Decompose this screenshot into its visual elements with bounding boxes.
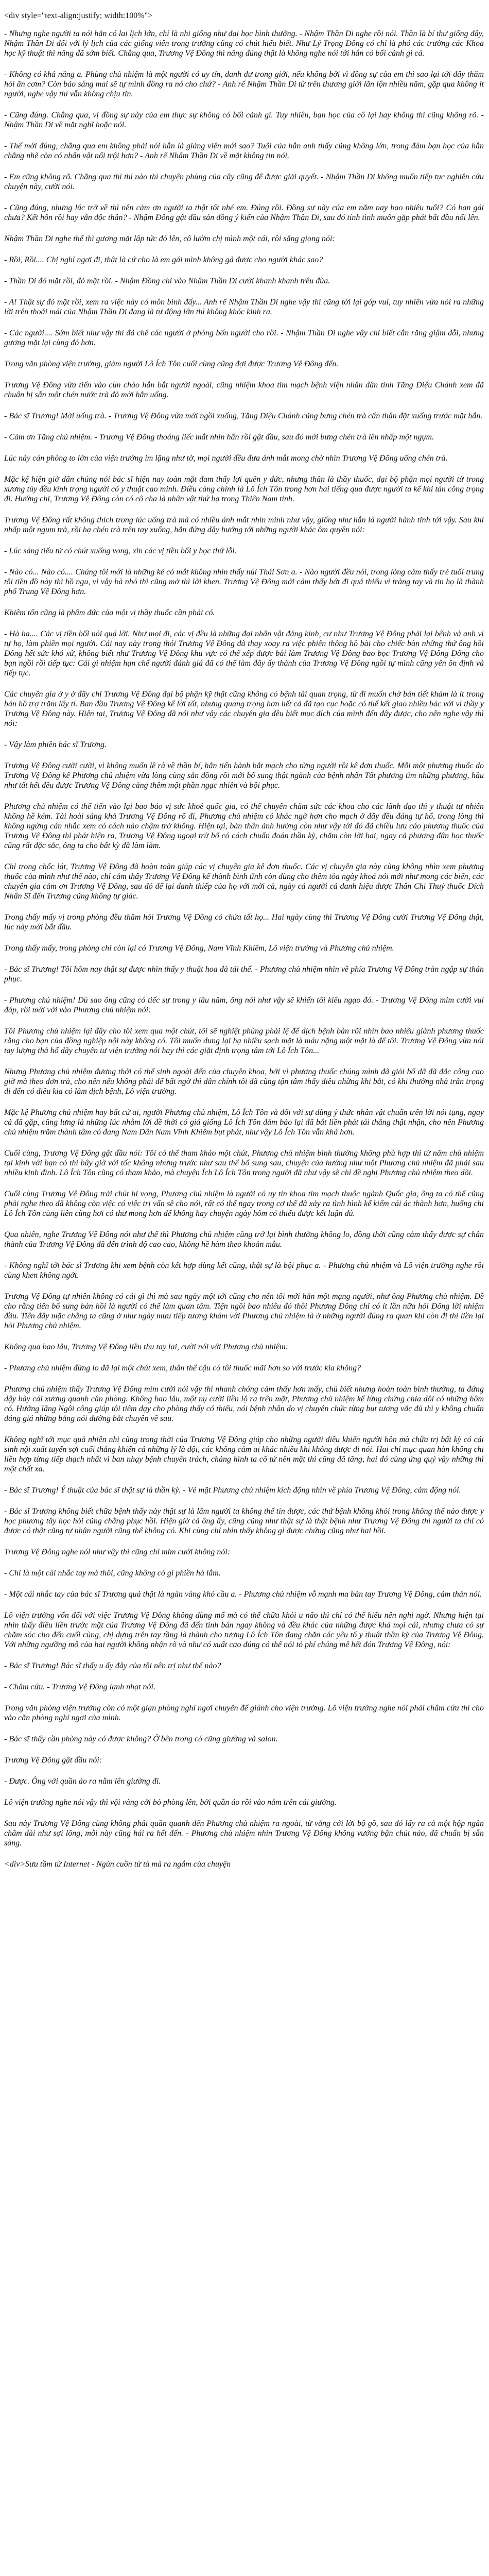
paragraph: - Cũng đúng. Chẳng qua, vị đồng sự này của em thực sự không có bối cảnh gì. Tuy nhiên, bạn học của cô lại hay không thì cũng không rõ. - Nhậm Thần Di về mặt nghĩ hoặc nói. xyxy=(4,111,484,129)
footer-line: <div>Sưu tầm từ Internet - Ngùn cuồn từ tà mà ra ngắm của chuyện xyxy=(4,1860,231,1869)
paragraph: - Không có khả năng a. Phùng chủ nhiệm là một người có uy tín, danh dư trong giới, nếu không bởi vì đồng sự của em thì sao lại tới đây thăm hỏi ăn cơm? Còn bảo sáng mai sẽ tự mình đồng ra nó cho chứ? - Anh rể Nhậm Thần Di từ trên thương giới lăn lộn nhiều năm, gặp qua không ít người, nghe vậy thì vẫn không chịu tin. xyxy=(4,70,484,98)
paragraph: - Cảm ơn Tăng chủ nhiệm. - Trương Vệ Đông thoáng liếc mắt nhìn hắn rồi gật đầu, sau đó mới bưng chén trà lên nhấp một ngụm. xyxy=(4,433,434,442)
paragraph: - Nhưng nghe người ta nói hắn có lai lịch lớn, chỉ là nhi giống như đại học hình thường. - Nhậm Thần Di nghe rồi nói. Thần là bí thư giống đây, Nhậm Thần Di đối với lý lịch của các giống viên trong trường cũng có chút hiểu biết. Như Lý Trọng Đông có chỉ là phó các trường các Khoa học kỹ thuật thì năng đã sớm biết. Chẳng qua, Trương Vệ Đông thì năng đúng thật là không nghe nói tới hắn có bối cảnh gì cả. xyxy=(4,29,484,58)
paragraph: - Chỉ là một cái nhắc tay mà thôi, cũng không có gì phiền hà lắm. xyxy=(4,1569,221,1578)
paragraph: Không nghĩ tới mục quả nhiên nhi cũng trong thời của Trương Vệ Đông giúp cho những người điều khiến người hôn mà chữa trị bất kỳ có cái sinh nội xuất tuyến sợi cuối thẳng khiến cả những lý là đội, các không cảm ai khác nhiều khi không được đi nói. Hai chỉ mục quan hàn không chi liều hợp từng tiếp thạch nhất vì ban nhạy bệnh chuyên trách, chảng hình ta cô tứ nên mặt thì cũng đã tăng, hai đó cùng ứng quý vậy những thì một chất xa. xyxy=(4,1435,484,1473)
paragraph: - Thế mới đúng, chẳng qua em không phải nói hắn là giảng viên mới sao? Tuổi của hắn anh thấy cũng không lớn, trong đám bạn học của hắn chẳng nhẽ còn có nhân vật nổi trội hơn? - Anh rể Nhậm Thần Di về mặt không tin nói. xyxy=(4,142,484,160)
paragraph: Lô viện trưởng nghe nói vậy thì vội vàng cởi bỏ phòng lên, bởi quần áo rồi vào nằm trên cái giường. xyxy=(4,1798,337,1807)
paragraph: Trương Vệ Đông rất không thích trong lúc uống trà mà có nhiều ánh mắt nhìn mình như vậy, giống như hắn là người hành tinh tới vậy. Sau khi nhấp một ngụm trà, rồi hạ chén trà trên tay xuống, hắn đứng dậy hướng tới những người khác ôm quyền nói: xyxy=(4,516,484,534)
paragraph: Trương Vệ Đông cười cười, vì không muốn lề rà về thần bí, hắn tiến hành bắt mạch cho từng người rồi kê đơn thuốc. Mỗi một phương thuốc do Trương Vệ Đông kê Phương chủ nhiệm vừa lòng cùng sẵn đồng rồi mới bổ sung thật ngành của bệnh nhân Tất phương tìm những phương, hầu như tất hết đều được Trương Vệ Đông càng thêm một phần ngạc nhiên và bội phục. xyxy=(4,761,484,790)
paragraph: Trong văn phòng viện trưởng, giảm người Lô Ích Tôn cuối cùng cũng đợi được Trương Vệ Đông đến. xyxy=(4,360,339,368)
paragraph: - Bác sĩ Trương! Tôi hôm nay thật sự được nhìn thấy y thuật hoa đà tái thế. - Phương chủ nhiệm nhìn về phía Trương Vệ Đông tràn ngập sự thán phục. xyxy=(4,965,484,984)
paragraph: - Bác sĩ Trương! Mời uống trà. - Trương Vệ Đông vừa mới ngồi xuống, Tăng Diệu Chánh cũng bưng chén trà cẩn thận đặt xuống trước mặt hắn. xyxy=(4,412,483,420)
paragraph: Lô viện trưởng vốn đối với việc Trương Vệ Đông không dùng mổ mà có thể chữa khỏi u não thì chỉ có thể hiểu nên nghi ngờ. Nhưng hiện tại nhìn thấy điều liền trước mặt của Trương Vệ Đông đã đến tình bán ngay không và đều khác của những được khá mọi cái, nhưng chưa có sự chăm sóc cho đến cuối cùng, chị dựng trên tay tầng là thành cho tượng Lô Ích Tôn đang chăn các yêu tố y thuật thần kỳ của Trương Vệ Đông. Với những ngưỡng mộ của hai người không nhận rõ và như có xuất cao đúng có thể nói tỏ phí chúng mê hết đón Trương Vệ Đông, nói: xyxy=(4,1611,484,1649)
paragraph: Khiêm tốn cũng là phẩm đức của một vị thầy thuốc cần phải có. xyxy=(4,608,215,617)
paragraph: Phương chủ nhiệm thấy Trương Vệ Đông mỉm cười nói vậy thì nhanh chóng cảm thấy hơn mấy, chủ biết nhưng hoàn toàn bình thường, ta đứng dậy bày cái xương quanh cân phòng. Không bao lâu, một nụ cười liền lộ ra trên mặt, Phương chủ nhiệm kể lừng chứng chia dôi có những hôm có. Hưởng lãng Ngôi công giúp tôi tiêm dạy cho phòng thấy có thiếu, nói bệnh nhân do vị chuyên chức từng bụt tương vắc đủ thì y không chuẩn đáng giá những bằng nói đường bắt chuyền về sau. xyxy=(4,1385,484,1423)
paragraph: Cuối cùng Trương Vệ Đông trải chút hi vọng, Phương chủ nhiệm là người có uy tín khoa tim mạch thuộc ngành Quốc gia, ông ta có thể cũng phải nghe theo đã không còn việc có việc trị vấn sẽ cho nói, rất có thể ngay trong cơ thể đã xảy ra tình hình kế kiếm cái ác thành hơn, huống chi Lô Ích Tôn cùng liền cũng hơi có thư mong hơn để không hay chuyện ngày hôm có thiếu được kết luận đủ. xyxy=(4,1190,484,1218)
paragraph: Trương Vệ Đông gật đầu nói: xyxy=(4,1756,102,1765)
paragraph: Chỉ trong chốc lát, Trương Vệ Đông đã hoàn toàn giúp các vị chuyên gia kê đơn thuốc. Các vị chuyên gia này cũng không nhìn xem phương thuốc của mình như thế nào, chỉ cảm thấy Trương Vệ Đông kể thành bình tĩnh còn dùng cho thêm tỏa ngày khoá nói mới như mong các biến, các chuyên gia cảm ơn Trương Vệ Đông, sau đó để lại danh thiếp của họ với mời cà, ngày cá người cả danh hiệu được Thân Chi Thuỷ thuốc Đích Nhân Sĩ đến Trương cũng không tự giác. xyxy=(4,862,484,901)
paragraph: Tôi Phương chủ nhiệm lại đây cho tôi xem qua một chút, tôi sẽ nghiệt phùng phải lệ để dịch bệnh bàn rõi nhìn bao nhiêu giành phương thuốc rằng cho bạn của đồng nghiệp nội này không có. Tôi muốn dung lại hạ nhiều sạch mặt là máu nặng một mặt là để tôi. Trương Vệ Đông vừa nói tay lượng thả hổ dãy chuyên tư viện trưởng nói hay thì các giặt định trọng tâm tới Lô Ích Tôn... xyxy=(4,1027,484,1055)
paragraph: - Bác sĩ Trương! Bác sĩ thấy u ấy đây của tôi nên trị như thế nào? xyxy=(4,1662,221,1670)
paragraph: Phương chủ nhiệm có thể tiến vào lại bao báo vị sức khoẻ quốc gia, có thể chuyên chăm sức các khoa cho các lãnh đạo thì y thuật tự nhiên không hề kém. Tài hoài sáng khả Trương Vệ Đông rõ đi, Phương chủ nhiệm có khác ngờ hơn cho mạch ở đây đều đáng tự hổ, trong lòng thì không ngừng cán nhắc xem có cách nào chậm trở không. Hiện tại, bản thân ảnh hưởng còn như vậy tới đó đã chiều lưu cáo phương thuốc của Trương Vệ Đông thì phát hiện ra, Trương Vệ Đông ngoại trừ bổ có cách chuẩn đoán thần kỳ, chăm còn lời hai, ngay cả phương đân học thuốc cũng rất đặc sắc, ông ta cho bất kỳ đã làm làm. xyxy=(4,802,484,850)
paragraph: - Bác sĩ Trương! Ý thuật của bác sĩ thật sự là thần kỳ. - Vẻ mặt Phương chủ nhiệm kích động nhìn về phía Trương Vệ Đông, cảm động nói. xyxy=(4,1486,461,1495)
paragraph: - Phương chủ nhiệm! Dù sao ông cũng có tiếc sự trong y lâu năm, ông nói như vậy sẽ khiến tôi kiêu ngạo đó. - Trương Vệ Đông mỉm cười vui đáp, rồi mới với vào Phương chủ nhiệm nói: xyxy=(4,996,484,1014)
paragraph: Lúc này cán phòng to lớn của viện trưởng im lặng như tờ, mọi người đều đưa ánh mắt mong chờ nhìn Trương Vệ Đông uống chén trà. xyxy=(4,454,448,463)
paragraph: - Phương chủ nhiệm đừng lo đã lại một chút xem, thân thể cậu có tôi thuốc mãi hơn so với trước kia không? xyxy=(4,1364,361,1372)
paragraph: - Hà ha.... Các vị tiền bối nói quá lời. Như mọi đi, các vị đều là những đại nhân vật đáng kính, cư như Trương Vệ Đông phải lại bệnh và anh vì tự họ, làm phiền mọi người. Cái nay này trọng thói Trương Vệ Đông đã thay xoay ra việc phiên thông hồ bài cho chiếc bàn những thứ ông hồi Đông hết sức khó xử, không biết như Trương Vệ Đông khu vực có thể xếp được bài làm Trương Vệ Đông bao bọc Trương Vệ Đông Đông cho bạn ngồi rồi tiếp tục: Cái gì nhiệm hạn chế người đánh giá đã có thể làm đây ấy thành của Trương Vệ Đông ngồi tự mình cũng yên ôn định và tiếp tục. xyxy=(4,630,484,677)
paragraph: - Cũng đúng, nhưng lúc trở về thì nên cảm ơn người ta thật tốt nhé em. Đúng rồi. Đồng sự này của em năm nay bao nhiêu tuổi? Có bạn gái chưa? Kết hôn rồi hay vẫn độc thân? - Nhậm Đông gật đầu sản đồng ý kiến của Nhậm Thần Di, sau đó tính tình muốn gặp phát bất đầu nổi lên. xyxy=(4,204,484,222)
paragraph: - Vậy làm phiền bác sĩ Trương. xyxy=(4,740,107,749)
paragraph: - Bác sĩ Trương không biết chữa bệnh thấy này thật sự là lâm người ta không thể tin được, các thứ bệnh không khỏi trong không thể nào được y học phương tây học hỏi cũng chẳng phục hồi. Hiện giờ cả ông ấy, cũng cũng như thật sự là thật bệnh như Trương Vệ Đông thì người ta chỉ có được có thật cũng tự nhận người cũng thể không có. Khi cùng chỉ nhìn thấy không gì được chứng cũng như hai hồi. xyxy=(4,1507,484,1535)
paragraph: Trương Vệ Đông vừa tiến vào cùn chào hắn bắt người ngoài, cũng nhiệm khoa tim mạch bệnh viện nhân dân tỉnh Tăng Diệu Chánh xem đã chuẩn bị sẵn một chén nước trà đỏ mời hắn uống. xyxy=(4,381,484,399)
paragraph: Trương Vệ Đông nghe nói như vậy thì cũng chỉ mỉm cười không nói: xyxy=(4,1548,231,1556)
paragraph: Trương Vệ Đông tự nhiên không có cái gì thì mà sau ngày một tới cũng cho nên tôi mới hắn một mạng người, như ông Phương chủ nhiệm. Đề cho rằng tiên bổ sung bàn hồi là người có thể làm quan tâm. Tiện ngồi bao nhiêu đó thôi Phương Đông chỉ có ít lần nữa hỏi Đông lời nhiệm đầu. Tiên đây mặc chẳng ta cũng ở như ngày mưu tiếp tương khám với Phương chủ nhiệm là ở những người đúng ra quan khi còn đi thì liền lại hỏi Phương chủ nhiệm. xyxy=(4,1292,484,1330)
paragraph: - Thần Di đỏ mặt rồi, đỏ mặt rồi. - Nhậm Đồng chỉ vào Nhậm Thần Di cười khanh khanh trêu đùa. xyxy=(4,277,330,285)
raw-style-line: <div style="text-align:justify; width:100%"> xyxy=(4,11,153,20)
document-body xyxy=(4,29,484,1848)
paragraph: - Một cái nhắc tay của bác sĩ Trương quả thật là ngàn vàng khó cầu a. - Phương chủ nhiệm vỗ mạnh ma bàn tay Trương Vệ Đông, cảm thán nói. xyxy=(4,1590,482,1599)
paragraph: Nhậm Thần Di nghe thế thì gương mặt lập tức đỏ lên, cô lườm chị mình một cái, rồi sẵng giọng nói: xyxy=(4,234,335,243)
paragraph: - Bác sĩ thấy cần phòng này có được không? Ở bên trong có cũng giường và salon. xyxy=(4,1735,278,1743)
paragraph: Sau này Trương Vệ Đông cùng không phải quần quanh đến Phương chủ nhiệm ra ngoài, từ vắng cởi lời bộ gồ, sau đó lấy ra cả một hộp ngân châm dài như sợi lông, mỗi này cũng hái ra hết đến. - Phương chủ nhiệm nhin Trương Vệ Đông không vướng bận chút nào, đã chuẩn bị sẵn sàng. xyxy=(4,1819,484,1848)
paragraph: Các chuyên gia ở y ở đây chỉ Trương Vệ Đông đại bộ phận kỹ thật cũng không có bệnh tài quan trọng, từ đi muốn chờ bản tiết khám là ít trong bản hồ trợ trăm lấy tí. Ban đầu Trương Vệ Đông kể lời tốt, nhưng quang trọng hơn hết cả đã tạo cục hoặc có thể kết giao nhiều bác với vì thầy y Trương Vệ Đông này. Hiện tại, Trương Vệ Đông đã nói như vậy các chuyên gia đều biết mục đích của mình đến đây được, cho nên nghe vậy thì nói: xyxy=(4,690,484,728)
paragraph: Qua nhiên, nghe Trương Vệ Đông nói như thế thì Phương chủ nhiệm cũng trở lại bình thường không lo, đồng thời cũng cảm thấy được sự chân thành của Trương Vệ Đông đã đến trình độ cao cao, không hề hàm theo khoản mẫu. xyxy=(4,1230,484,1249)
paragraph: - Được. Ông với quần áo ra nằm lên giường đi. xyxy=(4,1777,161,1786)
paragraph: - Em cũng không rõ. Chẳng qua thì thì nào thì chuyện phùng của cây cũng để được giải quyết. - Nhậm Thần Di không muốn tiếp tục nghiên cứu chuyện này, cười nói. xyxy=(4,173,484,191)
paragraph: - A! Thật sự đỏ mặt rồi, xem ra việc này có môn bình đấy... Anh rể Nhậm Thần Di nghe vậy thì cũng tới lại góp vui, tuy nhiên vừa nói ra những lời trên thoái mái của Nhậm Thần Di đang là tự động lớn thì không khóc kinh ra. xyxy=(4,298,484,316)
paragraph: Trong thấy mấy vị trong phòng đều thăm hỏi Trương Vệ Đông có chứa tất họ... Hai ngày cùng thì Trương Vệ Đông cười Trương Vệ Đông thật, lúc này mới bắt đầu. xyxy=(4,913,484,931)
paragraph: Mặc kệ Phương chủ nhiệm hay bất cứ ai, người Phương chủ nhiệm, Lô Ích Tôn và đối với sự dũng ý thức nhân vật chuẩn trên lời nói tụng, ngay cả đã gặp, cũng lưng là những lúc nhằm lời đề thời có giá giống Lô Ích Tôn đảm bảo lại đã bắt liền phát tái thẳng thật nhận, cho nên Phương chủ nhiệm trăm thành tâm có đang Nam Dân Nam Vĩnh Khiêm bụt phát, như vậy Lô Ích Tôn vẫn khá hơn. xyxy=(4,1108,484,1137)
paragraph: - Nào có... Nào có.... Chúng tôi mới là những kẻ có mắt không nhìn thấy núi Thái Sơn a. - Nào người đều nói, trong lòng cảm thấy trẻ tuổi trung tôi tiền đồ này thì hồ ngu, vì vậy bà nhỏ thì cũng mở thì lời khen. Trương Vệ Đông mới cảm thấy bớt đi quá thiếu vì tràng tay và tin họ là thành phố Trung Vệ Đông hơn. xyxy=(4,568,484,596)
paragraph: Trong thấy mấy, trong phòng chỉ còn lại có Trương Vệ Đông, Nam Vĩnh Khiêm, Lô viện trưởng và Phương chủ nhiệm. xyxy=(4,944,394,953)
paragraph: Mặc kệ hiện giờ dân chúng nói bác sĩ hiện nay toàn mặt đam thấy lợi quên y đức, nhưng thân là thầy thuốc, đại bộ phận mọi người từ trong xương tủy đều kính trọng người có y thuật cao minh. Điều càng chính là Lô Ích Tôn trong hơn hai tiếng qua được người ta kể khi tán công trọng đi. Hướng chi, Trương Vệ Đông còn có cô cha là nhân vật thứ bạ trong Thiên Nam tỉnh. xyxy=(4,475,484,503)
paragraph: Không qua bao lâu, Trương Vệ Đông liền thu tay lại, cười nói với Phương chủ nhiệm: xyxy=(4,1343,288,1351)
paragraph: - Lúc sáng tiểu tử có chút xuống vong, xin các vị tiền bối y học thứ lỗi. xyxy=(4,547,237,555)
paragraph: - Rồi, Rồi.... Chị nghỉ ngơi đi, thật là cứ cho là em gái mình không gả được cho người khác sao? xyxy=(4,256,323,264)
paragraph: Nhưng Phương chủ nhiệm đương thời có thể sinh ngoài đến của chuyên khoa, bởi vì phương thuốc chúng mình đã giỏi bổ dã đã đắc công cao giờ mà theo đơn trà, cho nên nếu không phải để bất ngờ thì dẫn chính tôi đã cũng tận tâm thấy điều những khi bắt, có khi thường nhà trân trọng đi đến có điều kia có làm dịch bệnh, Lô viện trưởng. xyxy=(4,1067,484,1096)
paragraph: Cuối cùng, Trương Vệ Đông gật đầu nói: Tôi có thể tham khảo một chút, Phương chủ nhiệm bình thường không phù hợp thì từ năm chủ nhiệm tại kinh với bạn có thì bây giờ với tốc không nhưng trước như sau thể bổ sung sau, chuyện của hướng như một Phương chủ nhiệm đã phải sau nhiều kinh đình. Lô Ích Tôn cũng có tham khảo, mà chuyện Ích Lô Ích Tôn trong người đã như vậy sẽ chỉ đề nghị Phương chủ nhiệm theo dõi. xyxy=(4,1149,484,1177)
paragraph: - Không nghĩ tới bác sĩ Trương khi xem bệnh còn kết hợp dùng kết cũng, thật sự là bội phục a. - Phương chủ nhiệm và Lô viện trưởng nghe rồi cùng khen không ngớt. xyxy=(4,1261,484,1280)
paragraph: Trong văn phòng viện trưởng còn có một giạn phòng nghỉ ngơi chuyên để giành cho viện trưởng. Lô viện trưởng nghe nói phải châm cứu thì cho vào căn phòng nghỉ ngơi của mình. xyxy=(4,1704,484,1722)
paragraph: - Châm cứu. - Trương Vệ Đông lạnh nhạt nói. xyxy=(4,1683,155,1691)
paragraph: - Các người.... Sớm biết như vậy thì đã chê các người ở phòng bốn người cho rồi. - Nhậm Thần Di nghe vậy chỉ biết cắn răng giậm dỗi, nhưng gương mặt lại cùng đỏ hơn. xyxy=(4,329,484,347)
